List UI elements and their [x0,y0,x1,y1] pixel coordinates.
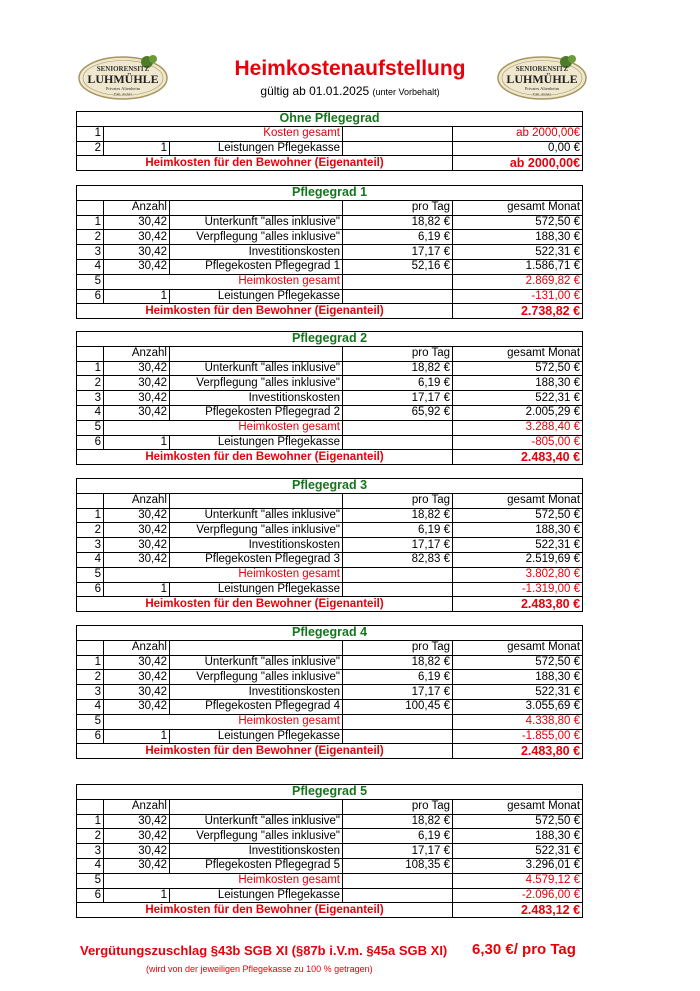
row-nr: 3 [77,538,104,553]
row-nr: 4 [77,699,104,714]
verguetungszuschlag-note: (wird von der jeweiligen Pflegekasse zu 100 % getragen) [146,964,373,974]
eigenanteil-value: 2.483,80 € [453,744,583,759]
row-label: Pflegekosten Pflegegrad 3 [170,552,343,567]
eigenanteil-row [77,744,583,759]
row-nr: 2 [77,670,104,685]
eigenanteil-label: Heimkosten für den Bewohner (Eigenanteil) [77,156,453,171]
gesamt-value: 3.802,80 € [453,567,583,582]
row-pro-tag: 6,19 € [343,523,453,538]
row-label: Unterkunft "alles inklusive" [170,508,343,523]
row-anzahl: 30,42 [104,829,170,844]
gesamt-label: Heimkosten gesamt [104,567,343,582]
row-anzahl: 30,42 [104,376,170,391]
row-nr: 4 [77,405,104,420]
row-label: Pflegekosten Pflegegrad 2 [170,405,343,420]
table-row [77,670,583,685]
row-nr: 5 [77,873,104,888]
table-title: Ohne Pflegegrad [77,112,583,127]
eigenanteil-row [77,903,583,918]
row-nr: 3 [77,844,104,859]
kasse-label: Leistungen Pflegekasse [170,888,343,903]
table-pflegegrad-2 [76,331,583,465]
row-nr: 5 [77,714,104,729]
row-nr: 1 [77,508,104,523]
table-row [77,538,583,553]
table-row [77,230,583,245]
verguetungszuschlag-label: Vergütungszuschlag §43b SGB XI (§87b i.V.m. §45a SGB XI) [80,943,448,958]
row-anzahl: 1 [104,141,170,156]
validity-note: (unter Vorbehalt) [372,87,440,97]
row-monat: 522,31 € [453,844,583,859]
row-monat: 522,31 € [453,391,583,406]
row-nr: 2 [77,230,104,245]
table-row [77,376,583,391]
row-nr: 1 [77,126,104,141]
kasse-anzahl: 1 [104,582,170,597]
row-nr: 1 [77,814,104,829]
kasse-value: -2.096,00 € [453,888,583,903]
gesamt-label: Heimkosten gesamt [104,873,343,888]
row-pro-tag: 6,19 € [343,376,453,391]
row-nr: 6 [77,435,104,450]
table-row [77,523,583,538]
eigenanteil-row [77,304,583,319]
row-pro-tag: 52,16 € [343,259,453,274]
row-label: Unterkunft "alles inklusive" [170,361,343,376]
table-row [77,685,583,700]
row-label: Leistungen Pflegekasse [170,141,343,156]
table-row [77,141,583,156]
row-label: Verpflegung "alles inklusive" [170,230,343,245]
kasse-row [77,289,583,304]
column-header-anzahl: Anzahl [104,799,170,814]
row-label: Pflegekosten Pflegegrad 4 [170,699,343,714]
row-anzahl: 30,42 [104,538,170,553]
table-row [77,508,583,523]
gesamt-row [77,873,583,888]
table-title: Pflegegrad 1 [77,186,583,201]
row-nr: 6 [77,729,104,744]
table-ohne-pflegegrad [76,111,583,171]
row-anzahl: 30,42 [104,391,170,406]
eigenanteil-label: Heimkosten für den Bewohner (Eigenanteil) [77,903,453,918]
row-nr: 2 [77,829,104,844]
column-header-gesamt-monat: gesamt Monat [453,640,583,655]
row-label: Unterkunft "alles inklusive" [170,814,343,829]
eigenanteil-label: Heimkosten für den Bewohner (Eigenanteil) [77,597,453,612]
row-anzahl: 30,42 [104,844,170,859]
row-anzahl: 30,42 [104,259,170,274]
gesamt-value: 3.288,40 € [453,420,583,435]
row-anzahl: 30,42 [104,670,170,685]
row-pro-tag: 100,45 € [343,699,453,714]
gesamt-value: 2.869,82 € [453,274,583,289]
row-pro-tag: 17,17 € [343,391,453,406]
kasse-value: -131,00 € [453,289,583,304]
row-monat: 522,31 € [453,245,583,260]
kasse-anzahl: 1 [104,435,170,450]
row-nr: 4 [77,858,104,873]
row-pro-tag: 108,35 € [343,858,453,873]
row-nr: 2 [77,523,104,538]
row-nr: 6 [77,582,104,597]
kasse-anzahl: 1 [104,888,170,903]
kasse-row [77,888,583,903]
row-monat: 188,30 € [453,230,583,245]
table-title: Pflegegrad 4 [77,626,583,641]
eigenanteil-value: ab 2000,00€ [453,156,583,171]
row-pro-tag: 18,82 € [343,215,453,230]
row-nr: 6 [77,289,104,304]
row-pro-tag: 65,92 € [343,405,453,420]
row-anzahl: 30,42 [104,552,170,567]
gesamt-label: Heimkosten gesamt [104,714,343,729]
logo-line1: SENIORENSITZ [515,65,569,73]
row-anzahl: 30,42 [104,230,170,245]
row-pro-tag: 17,17 € [343,245,453,260]
column-header-row [77,200,583,215]
row-nr: 1 [77,215,104,230]
eigenanteil-label: Heimkosten für den Bewohner (Eigenanteil) [77,744,453,759]
row-label: Pflegekosten Pflegegrad 1 [170,259,343,274]
column-header-anzahl: Anzahl [104,346,170,361]
column-header-row [77,640,583,655]
row-pro-tag: 17,17 € [343,685,453,700]
column-header-anzahl: Anzahl [104,493,170,508]
row-nr: 5 [77,274,104,289]
table-row [77,844,583,859]
row-monat: 3.296,01 € [453,858,583,873]
table-row [77,126,583,141]
column-header-gesamt-monat: gesamt Monat [453,346,583,361]
table-row [77,391,583,406]
kasse-anzahl: 1 [104,289,170,304]
kasse-label: Leistungen Pflegekasse [170,435,343,450]
row-anzahl: 30,42 [104,858,170,873]
table-row [77,361,583,376]
row-nr: 3 [77,685,104,700]
eigenanteil-label: Heimkosten für den Bewohner (Eigenanteil) [77,450,453,465]
row-nr: 1 [77,361,104,376]
row-pro-tag: 18,82 € [343,814,453,829]
row-anzahl: 30,42 [104,361,170,376]
row-anzahl: 30,42 [104,508,170,523]
eigenanteil-value: 2.483,12 € [453,903,583,918]
row-pro-tag: 17,17 € [343,538,453,553]
eigenanteil-value: 2.483,80 € [453,597,583,612]
row-nr: 3 [77,391,104,406]
column-header-gesamt-monat: gesamt Monat [453,493,583,508]
row-pro-tag: 18,82 € [343,361,453,376]
logo-line4: Fam. Anders [114,92,132,96]
table-pflegegrad-3 [76,478,583,612]
eigenanteil-value: 2.738,82 € [453,304,583,319]
row-monat: ab 2000,00€ [453,126,583,141]
row-pro-tag: 18,82 € [343,508,453,523]
row-monat: 572,50 € [453,361,583,376]
column-header-pro-tag: pro Tag [343,346,453,361]
row-nr: 3 [77,245,104,260]
eigenanteil-label: Heimkosten für den Bewohner (Eigenanteil) [77,304,453,319]
row-pro-tag: 6,19 € [343,670,453,685]
row-pro-tag: 17,17 € [343,844,453,859]
row-monat: 2.519,69 € [453,552,583,567]
column-header-anzahl: Anzahl [104,640,170,655]
row-pro-tag: 6,19 € [343,230,453,245]
logo-line3: Privates Altenheim [524,86,560,91]
row-anzahl: 30,42 [104,685,170,700]
logo-line2: LUHMÜHLE [87,72,159,86]
table-row [77,245,583,260]
row-monat: 572,50 € [453,508,583,523]
table-row [77,699,583,714]
row-label: Pflegekosten Pflegegrad 5 [170,858,343,873]
row-monat: 522,31 € [453,538,583,553]
column-header-row [77,346,583,361]
column-header-pro-tag: pro Tag [343,799,453,814]
column-header-row [77,493,583,508]
row-anzahl: 30,42 [104,215,170,230]
row-label: Verpflegung "alles inklusive" [170,523,343,538]
column-header-row [77,799,583,814]
row-pro-tag: 18,82 € [343,655,453,670]
verguetungszuschlag-value: 6,30 €/ pro Tag [472,941,576,958]
row-nr: 2 [77,376,104,391]
eigenanteil-row [77,450,583,465]
validity-date: gültig ab 01.01.2025 [260,84,370,98]
row-label: Kosten gesamt [104,126,343,141]
gesamt-value: 4.338,80 € [453,714,583,729]
row-monat: 188,30 € [453,523,583,538]
row-monat: 572,50 € [453,814,583,829]
row-nr: 5 [77,567,104,582]
gesamt-row [77,567,583,582]
kasse-label: Leistungen Pflegekasse [170,729,343,744]
row-anzahl: 30,42 [104,814,170,829]
row-nr: 6 [77,888,104,903]
row-monat: 3.055,69 € [453,699,583,714]
kasse-value: -1.855,00 € [453,729,583,744]
kasse-row [77,435,583,450]
table-row [77,655,583,670]
row-anzahl: 30,42 [104,655,170,670]
table-pflegegrad-4 [76,625,583,759]
row-label: Unterkunft "alles inklusive" [170,215,343,230]
column-header-pro-tag: pro Tag [343,493,453,508]
gesamt-label: Heimkosten gesamt [104,420,343,435]
row-label: Unterkunft "alles inklusive" [170,655,343,670]
row-label: Investitionskosten [170,685,343,700]
row-monat: 0,00 € [453,141,583,156]
table-pflegegrad-1 [76,185,583,319]
row-label: Verpflegung "alles inklusive" [170,829,343,844]
table-title: Pflegegrad 5 [77,785,583,800]
kasse-label: Leistungen Pflegekasse [170,582,343,597]
row-monat: 188,30 € [453,829,583,844]
gesamt-row [77,274,583,289]
row-nr: 5 [77,420,104,435]
logo-line4: Fam. Anders [533,92,551,96]
kasse-value: -1.319,00 € [453,582,583,597]
row-nr: 4 [77,552,104,567]
eigenanteil-row [77,597,583,612]
table-row [77,858,583,873]
table-pflegegrad-5 [76,784,583,918]
row-monat: 188,30 € [453,376,583,391]
table-row [77,814,583,829]
row-monat: 2.005,29 € [453,405,583,420]
logo-line3: Privates Altenheim [105,86,141,91]
row-label: Investitionskosten [170,844,343,859]
row-anzahl: 30,42 [104,405,170,420]
row-label: Investitionskosten [170,538,343,553]
gesamt-row [77,714,583,729]
gesamt-label: Heimkosten gesamt [104,274,343,289]
column-header-gesamt-monat: gesamt Monat [453,200,583,215]
table-row [77,405,583,420]
kasse-row [77,582,583,597]
row-label: Investitionskosten [170,391,343,406]
column-header-pro-tag: pro Tag [343,640,453,655]
kasse-anzahl: 1 [104,729,170,744]
row-anzahl: 30,42 [104,523,170,538]
row-anzahl: 30,42 [104,245,170,260]
table-row [77,259,583,274]
page-subtitle [0,84,700,98]
table-title: Pflegegrad 2 [77,332,583,347]
row-anzahl: 30,42 [104,699,170,714]
page-title: Heimkostenaufstellung [234,57,466,80]
gesamt-row [77,420,583,435]
eigenanteil-value: 2.483,40 € [453,450,583,465]
gesamt-value: 4.579,12 € [453,873,583,888]
row-pro-tag: 82,83 € [343,552,453,567]
kasse-value: -805,00 € [453,435,583,450]
row-nr: 2 [77,141,104,156]
logo-line1: SENIORENSITZ [96,65,150,73]
table-title: Pflegegrad 3 [77,479,583,494]
kasse-row [77,729,583,744]
kasse-label: Leistungen Pflegekasse [170,289,343,304]
table-row [77,829,583,844]
table-row [77,215,583,230]
column-header-pro-tag: pro Tag [343,200,453,215]
row-monat: 188,30 € [453,670,583,685]
row-monat: 522,31 € [453,685,583,700]
column-header-anzahl: Anzahl [104,200,170,215]
column-header-gesamt-monat: gesamt Monat [453,799,583,814]
eigenanteil-row [77,156,583,171]
table-row [77,552,583,567]
row-label: Investitionskosten [170,245,343,260]
logo-line2: LUHMÜHLE [506,72,578,86]
row-monat: 572,50 € [453,215,583,230]
row-monat: 572,50 € [453,655,583,670]
row-monat: 1.586,71 € [453,259,583,274]
row-nr: 1 [77,655,104,670]
row-pro-tag: 6,19 € [343,829,453,844]
row-label: Verpflegung "alles inklusive" [170,376,343,391]
row-nr: 4 [77,259,104,274]
row-label: Verpflegung "alles inklusive" [170,670,343,685]
